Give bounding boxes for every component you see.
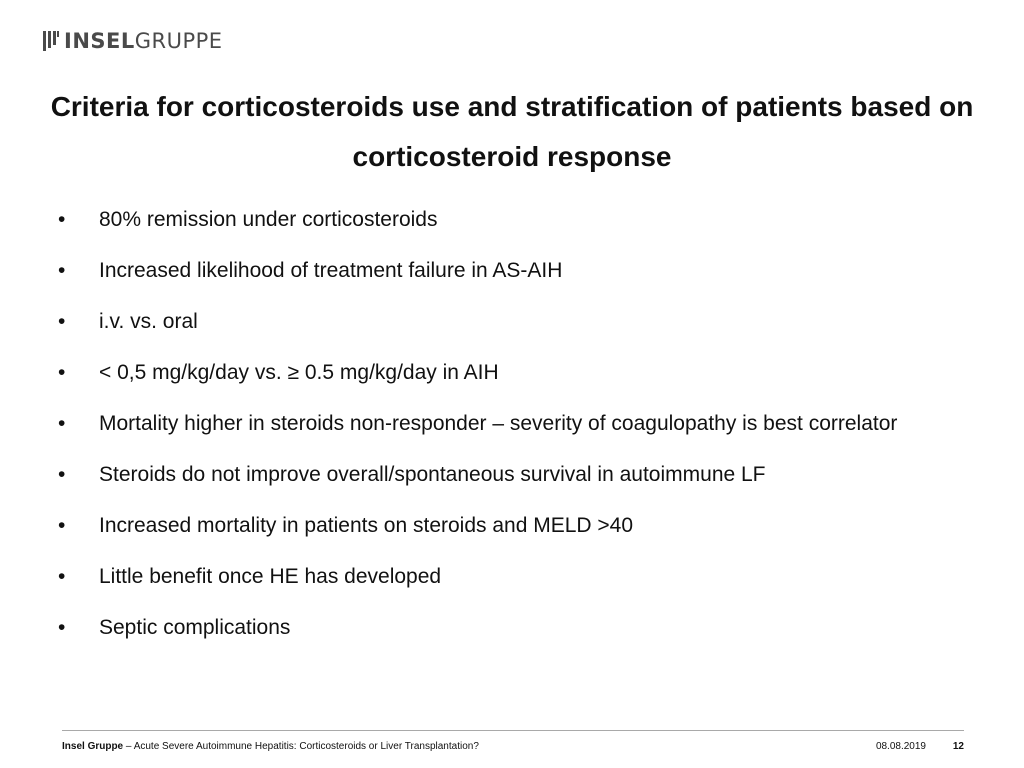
bullet-text: i.v. vs. oral (99, 310, 198, 333)
page-number: 12 (952, 741, 964, 752)
logo-wordmark (64, 28, 223, 53)
bullet-text: Little benefit once HE has developed (99, 565, 442, 588)
bullet-text: Mortality higher in steroids non-responder – severity of coagulopathy is best correlator (99, 412, 898, 435)
bullet-text: 80% remission under corticosteroids (99, 208, 438, 231)
footer-org: Insel Gruppe (62, 741, 124, 752)
bullet-item (58, 200, 938, 239)
bullet-text: Septic complications (99, 616, 291, 639)
bullet-marker: • (58, 412, 66, 435)
footer-subtitle: Acute Severe Autoimmune Hepatitis: Corticosteroids or Liver Transplantation? (133, 741, 479, 752)
slide-footer (62, 740, 964, 754)
bullet-marker: • (58, 565, 66, 588)
bullet-item (58, 353, 938, 392)
footer-separator: – (123, 741, 134, 752)
bullet-text: Increased mortality in patients on steroids and MELD >40 (99, 514, 634, 537)
logo-text-bold: INSEL (64, 28, 135, 53)
bullet-marker: • (58, 208, 66, 231)
bullet-list (58, 200, 938, 659)
slide-title: Criteria for corticosteroids use and stratification of patients based on corticosteroid response (50, 91, 974, 172)
bullet-marker: • (58, 514, 66, 537)
footer-caption (62, 740, 479, 754)
bullet-item (58, 455, 938, 494)
footer-date: 08.08.2019 (875, 741, 926, 752)
bullet-marker: • (58, 310, 66, 333)
footer-divider (62, 730, 964, 731)
bullet-item (58, 302, 938, 341)
bullet-item (58, 506, 938, 545)
bullet-marker: • (58, 616, 66, 639)
bullet-text: < 0,5 mg/kg/day vs. ≥ 0.5 mg/kg/day in AIH (99, 361, 499, 384)
bullet-text: Increased likelihood of treatment failure in AS-AIH (99, 259, 563, 282)
bullet-item (58, 404, 938, 443)
logo-text-regular: GRUPPE (134, 28, 223, 53)
bullet-marker: • (58, 259, 66, 282)
insel-logo (42, 26, 223, 56)
bullet-marker: • (58, 463, 66, 486)
bullet-text: Steroids do not improve overall/spontaneous survival in autoimmune LF (99, 463, 766, 486)
bullet-item (58, 557, 938, 596)
insel-logo-icon (42, 30, 60, 52)
bullet-item (58, 608, 938, 647)
bullet-marker: • (58, 361, 66, 384)
bullet-item (58, 251, 938, 290)
